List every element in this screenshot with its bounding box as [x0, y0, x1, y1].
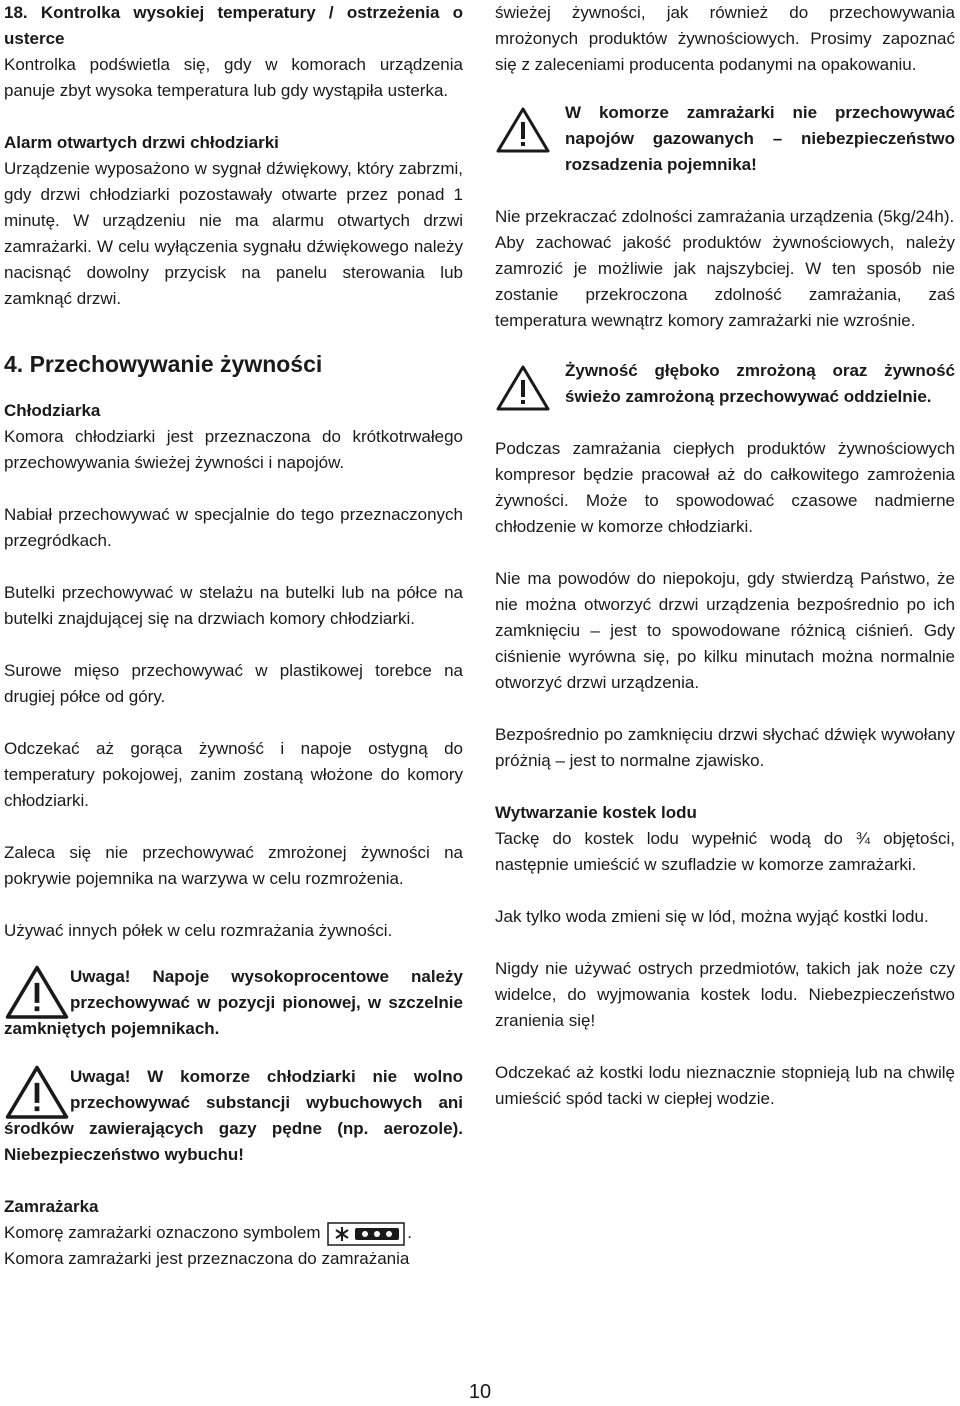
- sound-paragraph: Bezpośrednio po zamknięciu drzwi słychać dźwięk wywołany próżnią – jest to normalne zjawisko.: [495, 725, 955, 770]
- shelves-paragraph: Używać innych półek w celu rozmrażania żywności.: [4, 921, 393, 940]
- warning-carbonated: [495, 100, 955, 178]
- ice-remove-paragraph: Jak tylko woda zmieni się w lód, można wyjąć kostki lodu.: [495, 907, 929, 926]
- bottles-paragraph: Butelki przechowywać w stelażu na butelki lub na półce na butelki znajdującej się na drzwiach komory chłodziarki.: [4, 583, 463, 628]
- left-column: [4, 0, 463, 1272]
- page-number: 10: [468, 1381, 492, 1403]
- freezer-title: Zamrażarka: [4, 1197, 99, 1216]
- freezer-star-symbol-icon: [327, 1222, 405, 1246]
- freezer-continuation: świeżej żywności, jak również do przechowywania mrożonych produktów żywnościowych. Prosimy zapoznać się z zaleceniami producenta podanymi na opakowaniu.: [495, 3, 955, 74]
- ice-text: Tackę do kostek lodu wypełnić wodą do ¾ objętości, następnie umieścić w szufladzie w komorze zamrażarki.: [495, 829, 955, 874]
- freezer-text: Komorę zamrażarki oznaczono symbolem . Komora zamrażarki jest przeznaczona do zamrażania: [4, 1223, 412, 1268]
- cooling-paragraph: Odczekać aż gorąca żywność i napoje ostygną do temperatury pokojowej, zanim zostaną włożone do komory chłodziarki.: [4, 739, 463, 810]
- thaw-paragraph: Zaleca się nie przechowywać zmrożonej żywności na pokrywie pojemnika na warzywa w celu rozmrożenia.: [4, 843, 463, 888]
- alarm-text: Urządzenie wyposażono w sygnał dźwiękowy, który zabrzmi, gdy drzwi chłodziarki pozostawały otwarte przez ponad 1 minutę. W urządzeniu nie ma alarmu otwartych drzwi zamrażarki. W celu wyłączenia sygnału dźwiękowego należy nacisnąć dowolny przycisk na panelu sterowania lub zamknąć drzwi.: [4, 159, 463, 308]
- ice-melt-paragraph: Odczekać aż kostki lodu nieznacznie stopnieją lub na chwilę umieścić spód tacki w ciepłej wodzie.: [495, 1063, 955, 1108]
- section-18-title: 18. Kontrolka wysokiej temperatury / ostrzeżenia o usterce: [4, 3, 463, 48]
- warning-explosive: [4, 1064, 463, 1168]
- warning-explosive-text: Uwaga! W komorze chłodziarki nie wolno przechowywać substancji wybuchowych ani środków zawierających gazy pędne (np. aerozole). Niebezpieczeństwo wybuchu!: [4, 1067, 463, 1164]
- door-paragraph: Nie ma powodów do niepokoju, gdy stwierdzą Państwo, że nie można otworzyć drzwi urządzenia bezpośrednio po ich zamknięciu – jest to spowodowane różnicą ciśnień. Gdy ciśnienie wyrówna się, po kilku minutach można normalnie otworzyć drzwi urządzenia.: [495, 569, 955, 692]
- warning-alcohol: [4, 964, 463, 1042]
- warning-alcohol-text: Uwaga! Napoje wysokoprocentowe należy przechowywać w pozycji pionowej, w szczelnie zamkniętych pojemnikach.: [4, 967, 463, 1038]
- compressor-paragraph: Podczas zamrażania ciepłych produktów żywnościowych kompresor będzie pracował aż do całkowitego zamrożenia żywności. Może to spowodować czasowe nadmierne chłodzenie w komorze chłodziarki.: [495, 439, 955, 536]
- warning-separate: [495, 358, 955, 410]
- warning-triangle-icon: [495, 364, 551, 412]
- warning-triangle-icon: [4, 964, 70, 1014]
- capacity-paragraph: Nie przekraczać zdolności zamrażania urządzenia (5kg/24h).: [495, 207, 955, 226]
- section-4-title: 4. Przechowywanie żywności: [4, 351, 323, 377]
- section-18-text: Kontrolka podświetla się, gdy w komorach urządzenia panuje zbyt wysoka temperatura lub gdy wystąpiła usterka.: [4, 55, 463, 100]
- meat-paragraph: Surowe mięso przechowywać w plastikowej torebce na drugiej półce od góry.: [4, 661, 463, 706]
- fridge-title: Chłodziarka: [4, 401, 101, 420]
- right-column: [495, 0, 955, 1112]
- dairy-paragraph: Nabiał przechowywać w specjalnie do tego przeznaczonych przegródkach.: [4, 505, 463, 550]
- fridge-text: Komora chłodziarki jest przeznaczona do krótkotrwałego przechowywania świeżej żywności i napojów.: [4, 427, 463, 472]
- warning-carbonated-text: W komorze zamrażarki nie przechowywać napojów gazowanych – niebezpieczeństwo rozsadzenia pojemnika!: [565, 103, 955, 174]
- warning-separate-text: Żywność głęboko zmrożoną oraz żywność świeżo zamrożoną przechowywać oddzielnie.: [565, 361, 955, 406]
- warning-triangle-icon: [4, 1064, 70, 1114]
- ice-title: Wytwarzanie kostek lodu: [495, 803, 697, 822]
- quality-paragraph: Aby zachować jakość produktów żywnościowych, należy zamrozić je możliwie jak najszybciej. W ten sposób nie zostanie przekroczona zdolność zamrażania, zaś temperatura wewnątrz komory zamrażarki nie wzrośnie.: [495, 233, 955, 330]
- ice-tools-paragraph: Nigdy nie używać ostrych przedmiotów, takich jak noże czy widelce, do wyjmowania kostek lodu. Niebezpieczeństwo zranienia się!: [495, 959, 955, 1030]
- alarm-title: Alarm otwartych drzwi chłodziarki: [4, 133, 279, 152]
- warning-triangle-icon: [495, 106, 551, 154]
